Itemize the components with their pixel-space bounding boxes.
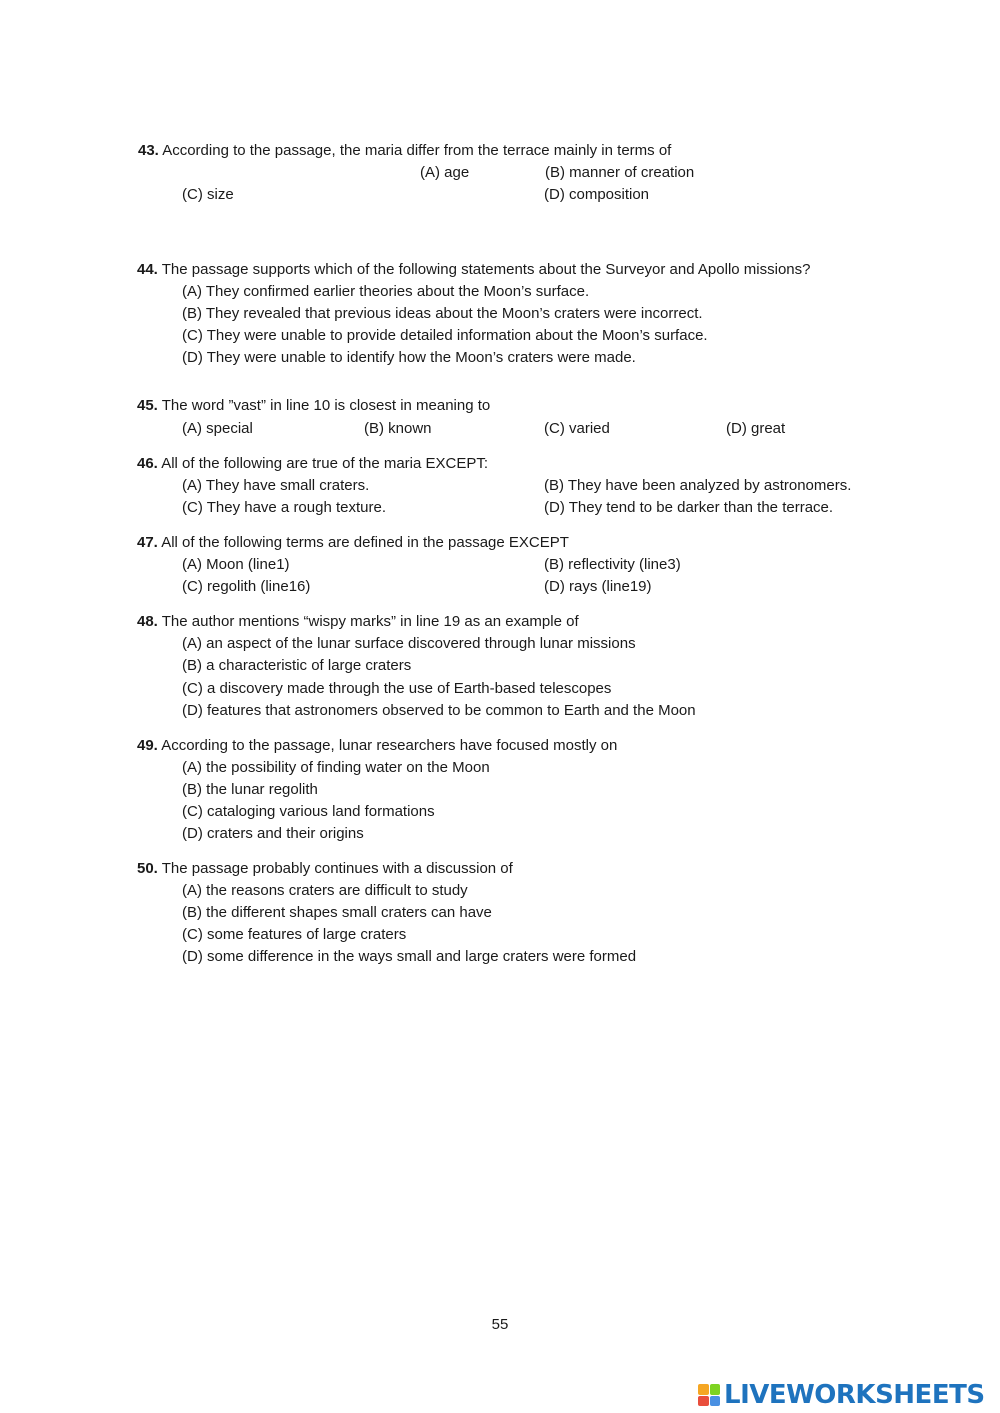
option[interactable]: (B) They have been analyzed by astronomers. xyxy=(544,477,852,494)
option[interactable]: (C) regolith (line16) xyxy=(182,578,311,595)
option[interactable]: (B) reflectivity (line3) xyxy=(544,556,681,573)
brand-name: LIVEWORKSHEETS xyxy=(724,1380,985,1410)
option[interactable]: (C) some features of large craters xyxy=(182,926,407,943)
option[interactable]: (D) craters and their origins xyxy=(182,825,364,842)
option[interactable]: (A) the possibility of finding water on the Moon xyxy=(182,759,490,776)
question-stem xyxy=(137,860,513,878)
option[interactable]: (D) They tend to be darker than the terrace. xyxy=(544,499,834,516)
question-text: The passage supports which of the following statements about the Surveyor and Apollo missions? xyxy=(161,261,811,278)
question-number: 45. xyxy=(137,397,158,414)
option[interactable]: (D) features that astronomers observed to be common to Earth and the Moon xyxy=(182,702,696,719)
option[interactable]: (B) They revealed that previous ideas about the Moon’s craters were incorrect. xyxy=(182,305,703,322)
page-number: 55 xyxy=(491,1316,509,1333)
option[interactable]: (A) They have small craters. xyxy=(182,477,370,494)
question-number: 50. xyxy=(137,860,158,877)
question-number: 48. xyxy=(137,613,158,630)
option[interactable]: (C) a discovery made through the use of Earth-based telescopes xyxy=(182,680,612,697)
option[interactable]: (A) age xyxy=(420,164,470,181)
question-text: The word ”vast” in line 10 is closest in meaning to xyxy=(161,397,491,414)
question-stem xyxy=(137,534,569,552)
option[interactable]: (B) known xyxy=(364,420,432,437)
question-number: 49. xyxy=(137,737,158,754)
liveworksheets-icon xyxy=(698,1384,720,1406)
question-number: 44. xyxy=(137,261,158,278)
question-text: All of the following are true of the maria EXCEPT: xyxy=(161,455,489,472)
option[interactable]: (C) They were unable to provide detailed information about the Moon’s surface. xyxy=(182,327,708,344)
option[interactable]: (D) They were unable to identify how the Moon’s craters were made. xyxy=(182,349,636,366)
question-number: 46. xyxy=(137,455,158,472)
option[interactable]: (C) cataloging various land formations xyxy=(182,803,435,820)
option[interactable]: (B) the different shapes small craters can have xyxy=(182,904,492,921)
option[interactable]: (B) manner of creation xyxy=(545,164,695,181)
question-stem xyxy=(137,397,490,415)
question-stem xyxy=(137,613,579,631)
option[interactable]: (A) an aspect of the lunar surface discovered through lunar missions xyxy=(182,635,636,652)
question-text: The passage probably continues with a discussion of xyxy=(161,860,513,877)
liveworksheets-logo[interactable] xyxy=(698,1379,985,1411)
option[interactable]: (D) composition xyxy=(544,186,650,203)
question-stem xyxy=(137,737,617,755)
option[interactable]: (A) Moon (line1) xyxy=(182,556,290,573)
option[interactable]: (A) special xyxy=(182,420,253,437)
question-text: According to the passage, the maria differ from the terrace mainly in terms of xyxy=(162,142,672,159)
option[interactable]: (C) varied xyxy=(544,420,610,437)
option[interactable]: (B) the lunar regolith xyxy=(182,781,318,798)
option[interactable]: (D) some difference in the ways small and large craters were formed xyxy=(182,948,637,965)
question-number: 47. xyxy=(137,534,158,551)
option[interactable]: (D) rays (line19) xyxy=(544,578,652,595)
question-text: All of the following terms are defined in the passage EXCEPT xyxy=(161,534,569,551)
option[interactable]: (A) They confirmed earlier theories about the Moon’s surface. xyxy=(182,283,590,300)
question-stem xyxy=(137,455,488,473)
question-text: According to the passage, lunar researchers have focused mostly on xyxy=(161,737,618,754)
option[interactable]: (D) great xyxy=(726,420,786,437)
question-text: The author mentions “wispy marks” in line 19 as an example of xyxy=(161,613,579,630)
option[interactable]: (C) size xyxy=(182,186,234,203)
option[interactable]: (A) the reasons craters are difficult to study xyxy=(182,882,468,899)
question-stem xyxy=(138,142,671,160)
question-stem xyxy=(137,261,810,279)
option[interactable]: (C) They have a rough texture. xyxy=(182,499,386,516)
question-number: 43. xyxy=(138,142,159,159)
option[interactable]: (B) a characteristic of large craters xyxy=(182,657,412,674)
